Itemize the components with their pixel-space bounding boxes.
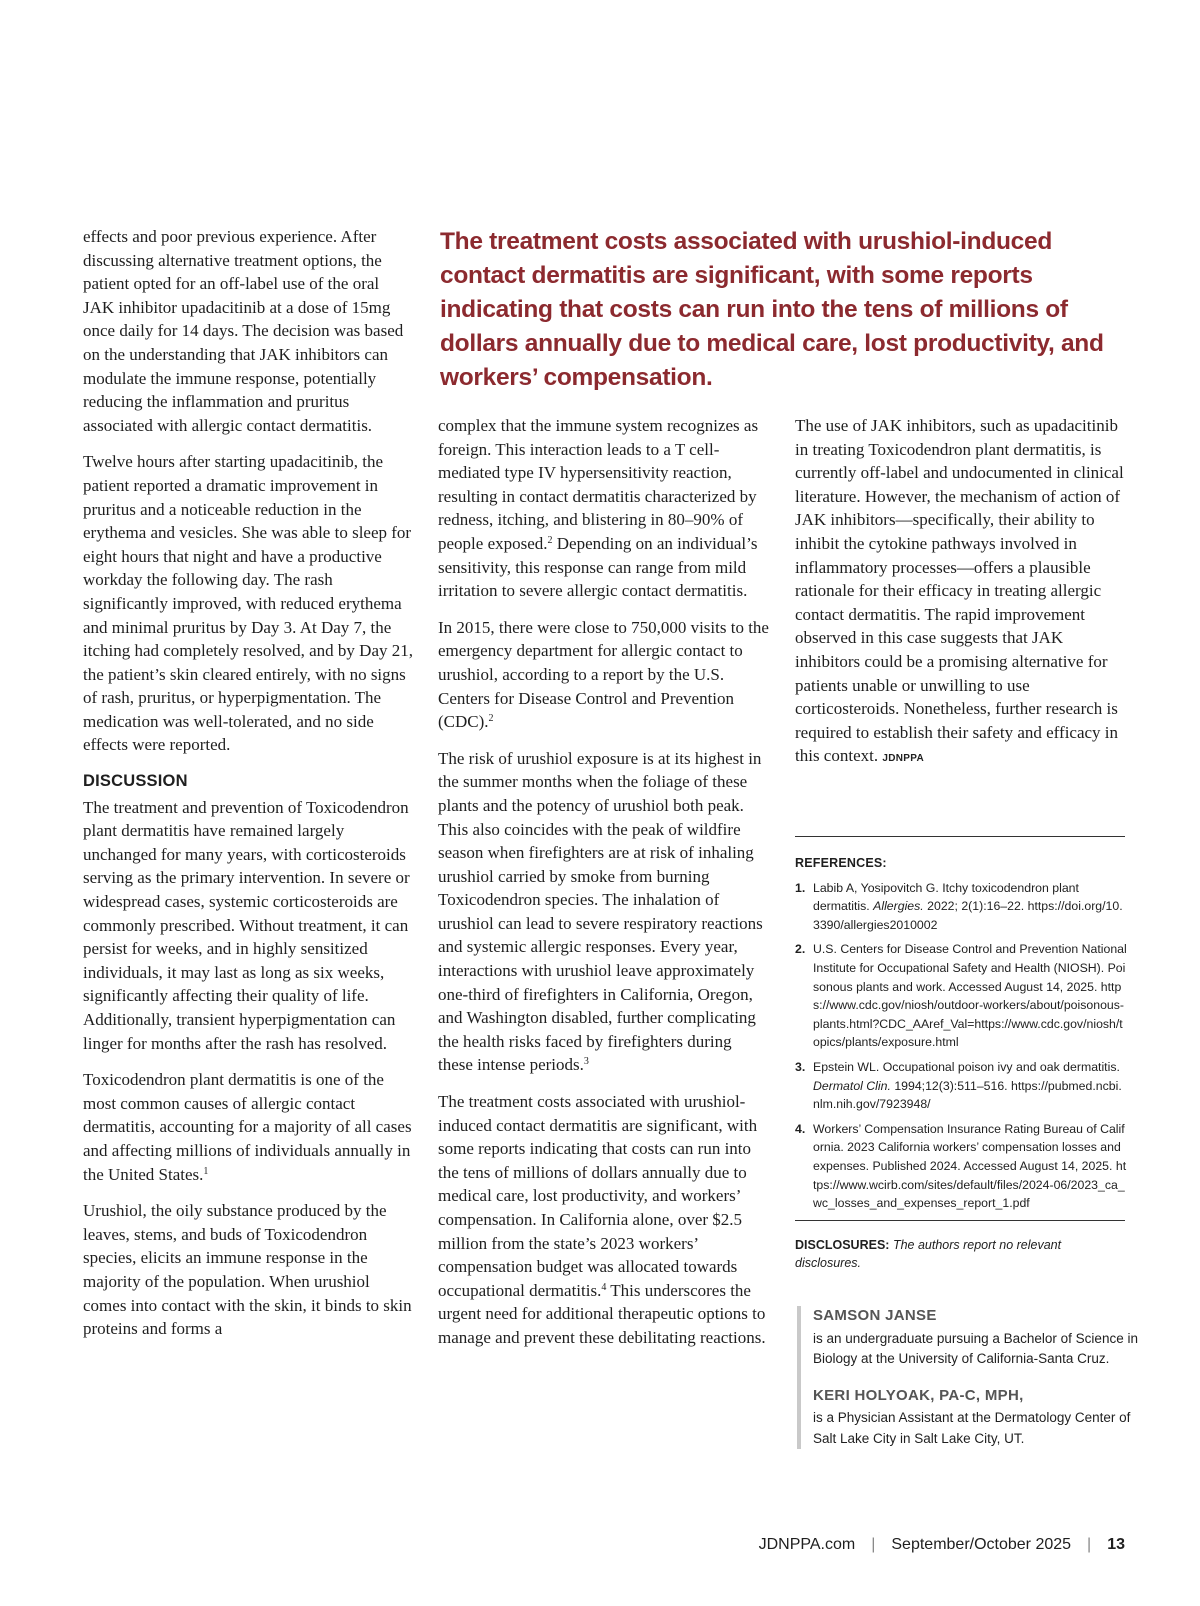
footer-separator: | (871, 1536, 876, 1553)
article-signoff: JDNPPA (882, 753, 924, 765)
paragraph-text: complex that the immune system recognizes as foreign. This interaction leads to a T cell-mediated type IV hypersensitivity reaction, resulting in contact dermatitis characterized by redness, itching, and blistering in 80–90% of people exposed. (438, 416, 759, 553)
section-heading-discussion: DISCUSSION (83, 772, 188, 791)
references-list (795, 879, 1127, 1213)
reference-marker: 1 (203, 1165, 209, 1177)
reference-text: Workers’ Compensation Insurance Rating Bureau of California. 2023 California workers’ compensation losses and expenses. Published 2024. Accessed August 14, 2025. https://www.wcirb.com/sites/default/files/2024-06/2023_ca_wc_losses_and_expenses_report_1.pdf (813, 1121, 1127, 1211)
author-name: SAMSON JANSE (813, 1307, 937, 1324)
references-section (795, 854, 1127, 1219)
reference-number: 3. (795, 1059, 806, 1074)
divider (795, 1220, 1125, 1221)
paragraph (438, 414, 770, 603)
paragraph-text: Depending on an individual’s sensitivity, this response can range from mild irritation to severe allergic contact dermatitis. (438, 533, 758, 601)
paragraph-text: The treatment costs associated with urushiol-induced contact dermatitis are significant, with some reports indicating that costs can run into the tens of millions of dollars annually due to medical care, lost productivity, and workers’ compensation. In California alone, over $2.5 million from the state’s 2023 workers’ compensation budget was allocated towards occupational dermatitis. (438, 1092, 758, 1300)
paragraph: Urushiol, the oily substance produced by the leaves, stems, and buds of Toxicodendron species, elicits an immune response in the majority of the population. When urushiol comes into contact with the skin, it binds to skin proteins and forms a (83, 1201, 412, 1339)
reference-journal: Allergies. (873, 899, 924, 914)
reference-number: 4. (795, 1121, 806, 1136)
author-bio (813, 1306, 1143, 1370)
footer-issue: September/October 2025 (891, 1536, 1072, 1553)
pull-quote: The treatment costs associated with urushiol-induced contact dermatitis are significant, with some reports indicating that costs can run into the tens of millions of dollars annually due to medical care, lost productivity, and workers’ compensation. (440, 228, 1104, 391)
column-left (83, 225, 413, 1354)
footer-site: JDNPPA.com (758, 1536, 856, 1553)
column-right (795, 414, 1127, 784)
disclosures (795, 1236, 1127, 1272)
reference-number: 1. (795, 880, 806, 895)
author-name: KERI HOLYOAK, PA-C, MPH, (813, 1386, 1024, 1404)
paragraph: Twelve hours after starting upadacitinib, the patient reported a dramatic improvement in pruritus and a noticeable reduction in the erythema and vesicles. She was able to sleep for eight hours that night and have a productive workday the following day. The rash significantly improved, with reduced erythema and minimal pruritus by Day 3. At Day 7, the itching had completely resolved, and by Day 21, the patient’s skin cleared entirely, with no signs of rash, pruritus, or hyperpigmentation. The medication was well-tolerated, and no side effects were reported. (83, 452, 413, 755)
paragraph: The treatment and prevention of Toxicodendron plant dermatitis have remained largely unchanged for many years, with corticosteroids serving as the primary intervention. In severe or widespread cases, systemic corticosteroids are commonly prescribed. Without treatment, it can persist for weeks, and in highly sensitized individuals, it may last as long as six weeks, significantly affecting their quality of life. Additionally, transient hyperpigmentation can linger for months after the rash has resolved. (83, 797, 410, 1053)
paragraph-text: In 2015, there were close to 750,000 visits to the emergency department for allergic contact to urushiol, according to a report by the U.S. Centers for Disease Control and Prevention (CDC). (438, 617, 769, 732)
paragraph-text: The risk of urushiol exposure is at its highest in the summer months when the foliage of these plants and the potency of urushiol both peak. This also coincides with the peak of wildfire season when firefighters are at risk of inhaling urushiol carried by smoke from burning Toxicodendron species. The inhalation of urushiol can lead to severe respiratory reactions and systemic allergic responses. Every year, interactions with urushiol leave approximately one-third of firefighters in California, Oregon, and Washington disabled, further complicating the health risks faced by firefighters during these intense periods. (438, 748, 763, 1075)
author-bio (813, 1386, 1143, 1450)
author-description: is an undergraduate pursuing a Bachelor of Science in Biology at the University of California-Santa Cruz. (813, 1330, 1138, 1366)
reference-item (795, 879, 1127, 935)
page-footer (759, 1536, 1125, 1554)
reference-marker: 4 (601, 1281, 607, 1293)
paragraph-text: Toxicodendron plant dermatitis is one of the most common causes of allergic contact dermatitis, accounting for a majority of all cases and affecting millions of individuals annually in the United States. (83, 1070, 412, 1184)
paragraph (438, 747, 770, 1077)
reference-number: 2. (795, 942, 806, 957)
paragraph (795, 414, 1127, 771)
paragraph (438, 616, 770, 734)
reference-item (795, 940, 1127, 1052)
reference-item (795, 1120, 1127, 1213)
reference-marker: 2 (488, 713, 494, 725)
paragraph (83, 1068, 413, 1186)
reference-item (795, 1058, 1127, 1114)
reference-text: U.S. Centers for Disease Control and Prevention National Institute for Occupational Safety and Health (NIOSH). Poisonous plants and work. Accessed August 14, 2025. https://www.cdc.gov/niosh/outdoor-workers/about/poisonous-plants.html?CDC_AAref_Val=https://www.cdc.gov/niosh/topics/plants/exposure.html (813, 942, 1127, 1050)
page-number: 13 (1107, 1536, 1125, 1553)
author-bios (797, 1306, 1143, 1449)
references-heading: REFERENCES: (795, 856, 887, 870)
reference-marker: 3 (583, 1056, 589, 1068)
author-description: is a Physician Assistant at the Dermatology Center of Salt Lake City in Salt Lake City, UT. (813, 1410, 1131, 1446)
paragraph: effects and poor previous experience. After discussing alternative treatment options, the patient opted for an off-label use of the oral JAK inhibitor upadacitinib at a dose of 15mg once daily for 14 days. The decision was based on the understanding that JAK inhibitors can modulate the immune response, potentially reducing the inflammation and pruritus associated with allergic contact dermatitis. (83, 227, 404, 435)
reference-marker: 2 (547, 534, 553, 546)
paragraph (438, 1090, 770, 1350)
paragraph-text: The use of JAK inhibitors, such as upadacitinib in treating Toxicodendron plant dermatitis, is currently off-label and undocumented in clinical literature. However, the mechanism of action of JAK inhibitors—specifically, their ability to inhibit the cytokine pathways involved in inflammatory processes—offers a plausible rationale for their efficacy in treating allergic contact dermatitis. The rapid improvement observed in this case suggests that JAK inhibitors could be a promising alternative for patients unable or unwilling to use corticosteroids. Nonetheless, further research is required to establish their safety and efficacy in this context. (795, 416, 1124, 766)
reference-text: Epstein WL. Occupational poison ivy and oak dermatitis. (813, 1059, 1120, 1074)
reference-text: Labib A, Yosipovitch G. Itchy toxicodendron plant dermatitis. (813, 880, 1079, 914)
divider (795, 836, 1125, 837)
disclosures-text: The authors report no relevant disclosures. (795, 1238, 1062, 1270)
reference-text: 2022; 2(1):16–22. https://doi.org/10.3390/allergies2010002 (813, 899, 1123, 932)
paragraph-text: This underscores the urgent need for additional therapeutic options to manage and prevent these debilitating reactions. (438, 1280, 766, 1347)
disclosures-label: DISCLOSURES: (795, 1238, 890, 1252)
column-middle (438, 414, 770, 1363)
footer-separator: | (1087, 1536, 1092, 1553)
reference-text: 1994;12(3):511–516. https://pubmed.ncbi.nlm.nih.gov/7923948/ (813, 1078, 1122, 1112)
reference-journal: Dermatol Clin. (813, 1078, 891, 1093)
